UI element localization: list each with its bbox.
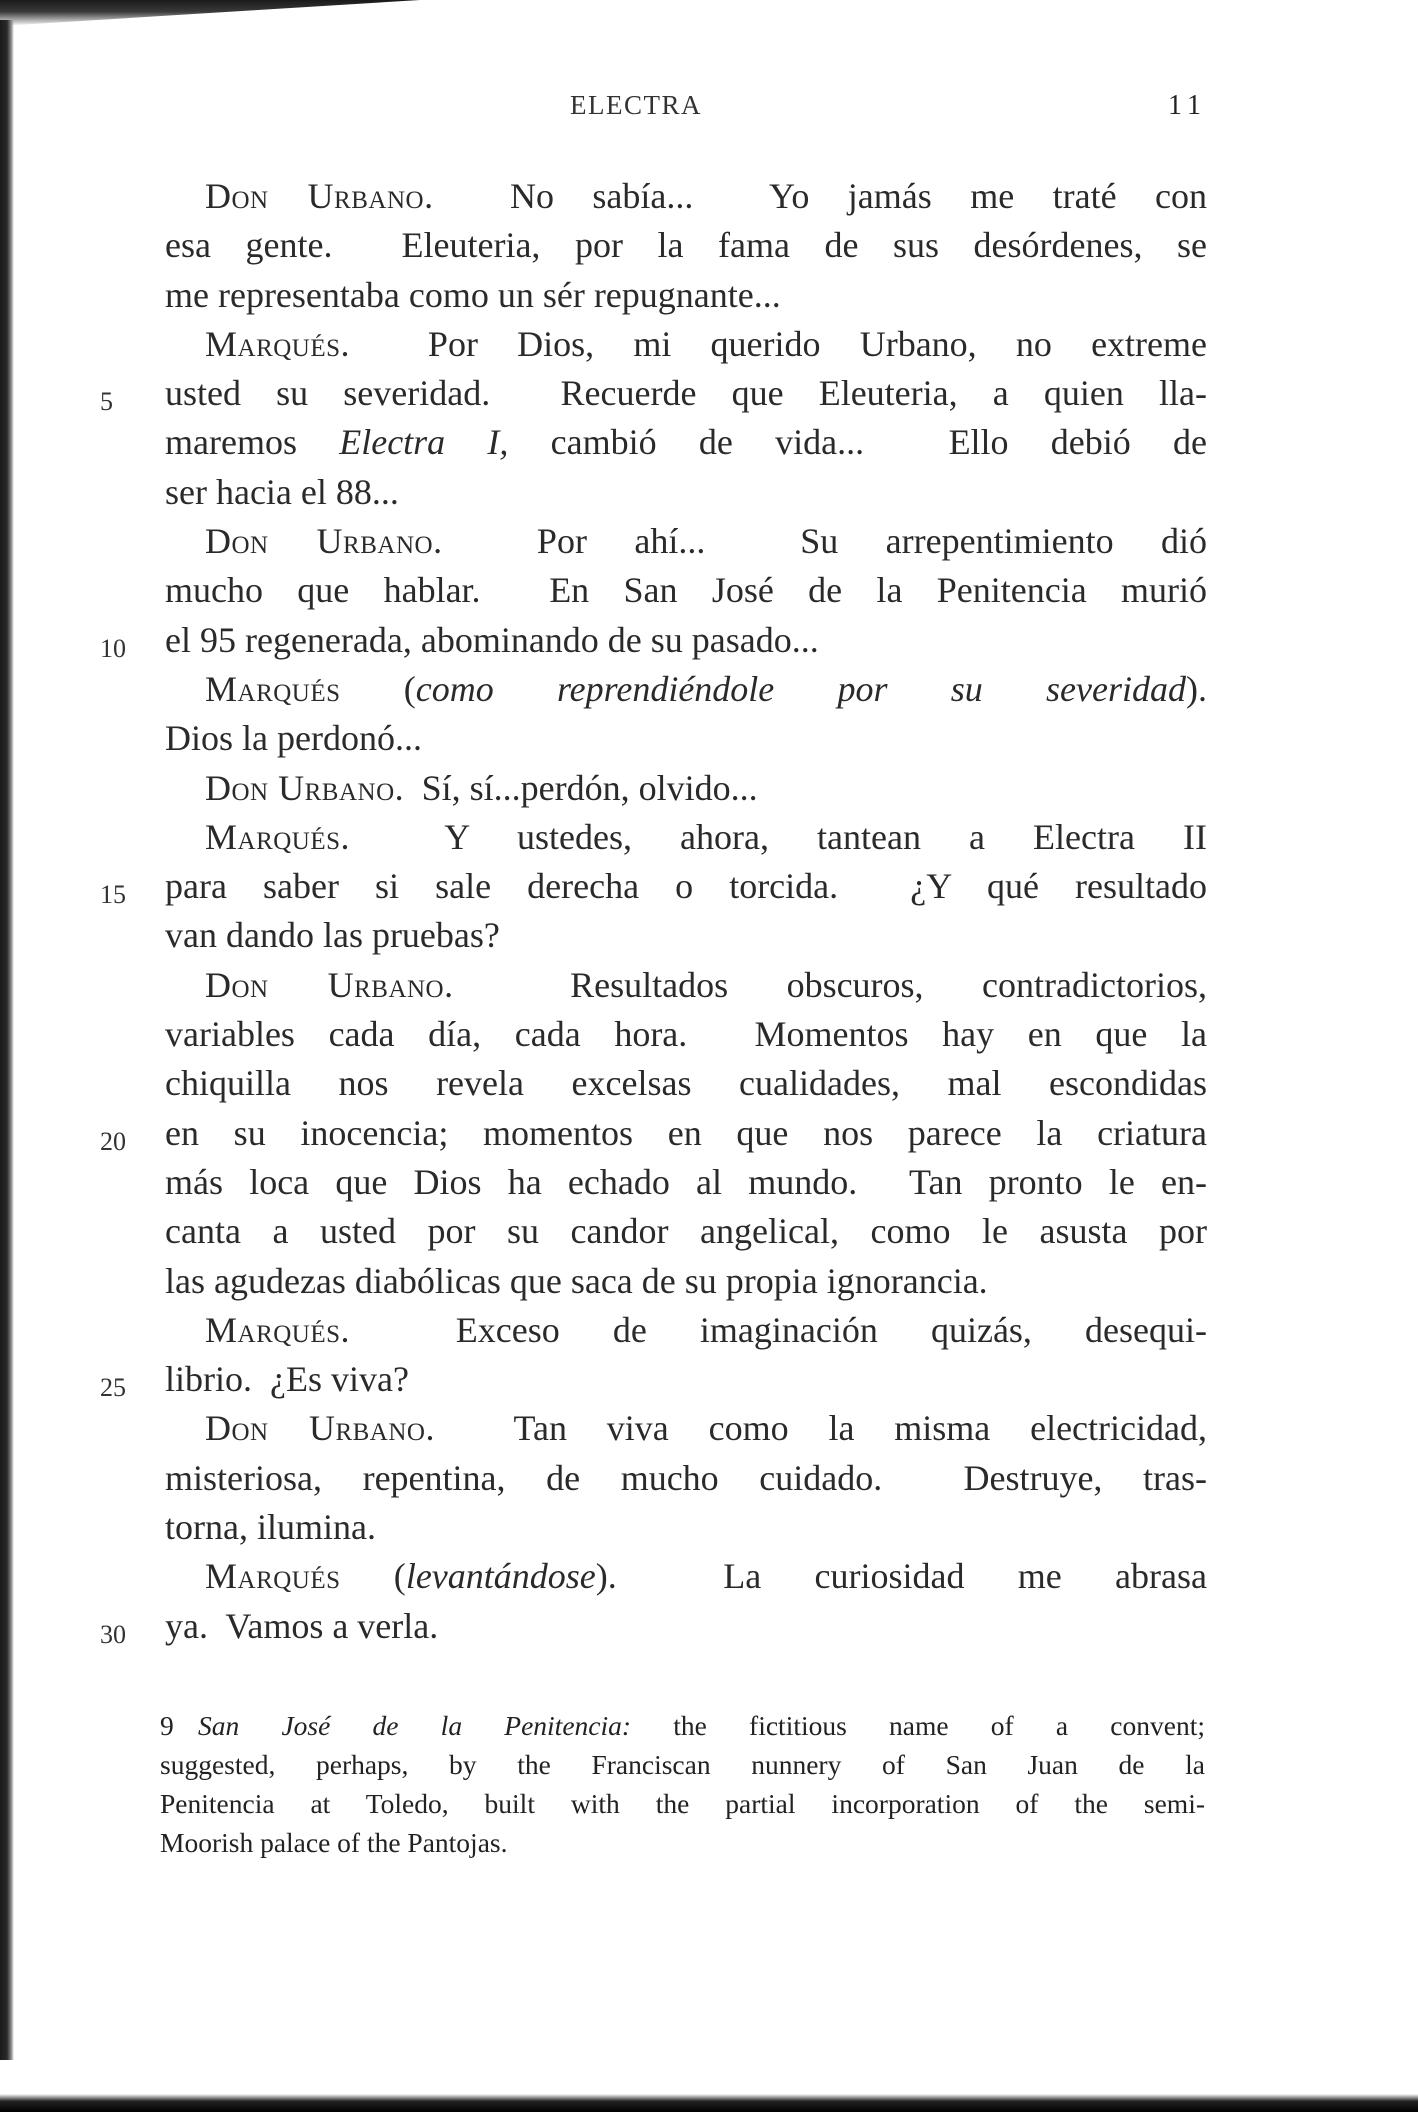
line-text: ya. Vamos a verla.: [165, 1605, 439, 1646]
line-text: para saber si sale derecha o torcida. ¿Y qué resultado: [165, 866, 1207, 907]
line-text: (: [340, 668, 416, 709]
line-number: 10: [100, 633, 126, 663]
speaker-name: Marqués: [205, 1309, 341, 1350]
stage-direction: Electra I,: [339, 422, 509, 463]
text-line: [100, 616, 1207, 665]
footnote-line: Penitencia at Toledo, built with the partial incorporation of the semi-: [160, 1788, 1205, 1819]
speaker-name: Don Urbano: [205, 964, 445, 1005]
text-line: [165, 566, 1207, 615]
dialogue-text: [100, 172, 1208, 1651]
text-line: [100, 1355, 1207, 1404]
speaker-name: Don Urbano: [205, 767, 395, 808]
text-line: [165, 911, 1207, 960]
speaker-name: Don Urbano: [205, 521, 434, 562]
running-title: ELECTRA: [570, 90, 702, 120]
footnote-number: 9: [160, 1710, 174, 1741]
footnote-line: suggested, perhaps, by the Franciscan nunnery of San Juan de la: [160, 1749, 1205, 1780]
line-text: librio. ¿Es viva?: [165, 1359, 409, 1400]
line-text: . Exceso de imaginación quizás, desequi-: [340, 1309, 1207, 1350]
line-text: . Por ahí... Su arrepentimiento dió: [433, 521, 1207, 562]
line-text: en su inocencia; momentos en que nos parece la criatura: [165, 1112, 1207, 1153]
text-line: [165, 961, 1207, 1010]
text-line: [165, 665, 1207, 714]
speaker-name: Marqués: [205, 668, 341, 709]
text-line: [100, 1109, 1207, 1158]
line-text: me representaba como un sér repugnante...: [165, 274, 781, 315]
line-number: 30: [100, 1619, 126, 1649]
line-text: el 95 regenerada, abominando de su pasado...: [165, 619, 819, 660]
line-text: chiquilla nos revela excelsas cualidades, mal escondidas: [165, 1063, 1207, 1104]
line-text: ).: [1186, 668, 1207, 709]
line-number: 5: [100, 387, 113, 417]
text-line: [165, 1158, 1207, 1207]
text-line: [100, 1602, 1207, 1651]
text-line: [165, 1552, 1207, 1601]
text-line: [165, 1010, 1207, 1059]
speaker-name: Marqués: [205, 323, 341, 364]
line-number: 20: [100, 1126, 126, 1156]
line-text: . Por Dios, mi querido Urbano, no extreme: [340, 323, 1207, 364]
line-number: 15: [100, 880, 126, 910]
line-text: ser hacia el 88...: [165, 471, 399, 512]
line-text: variables cada día, cada hora. Momentos hay en que la: [165, 1014, 1207, 1055]
footnote-reference: San José de la Penitencia:: [198, 1710, 632, 1741]
footnote-line: Moorish palace of the Pantojas.: [160, 1827, 508, 1858]
text-line: [165, 221, 1207, 270]
text-line: [165, 1306, 1207, 1355]
line-text: usted su severidad. Recuerde que Eleuteria, a quien lla-: [165, 373, 1207, 414]
line-text: . Sí, sí...perdón, olvido...: [394, 767, 758, 808]
line-text: maremos: [165, 422, 340, 463]
line-text: torna, ilumina.: [165, 1507, 376, 1548]
scan-edge-left: [0, 20, 14, 2060]
text-line: [165, 1503, 1207, 1552]
line-text: . Tan viva como la misma electricidad,: [425, 1408, 1207, 1449]
text-line: [165, 320, 1207, 369]
text-line: [100, 369, 1207, 418]
line-number: 25: [100, 1373, 126, 1403]
speaker-name: Marqués: [205, 816, 341, 857]
line-text: . Resultados obscuros, contradictorios,: [444, 964, 1207, 1005]
text-line: [165, 418, 1207, 467]
line-text: . No sabía... Yo jamás me traté con: [424, 176, 1208, 216]
stage-direction: levantándose: [405, 1556, 596, 1597]
stage-direction: como reprendiéndole por su severidad: [415, 668, 1186, 709]
line-text: mucho que hablar. En San José de la Penitencia murió: [165, 570, 1207, 611]
line-text: canta a usted por su candor angelical, como le asusta por: [165, 1211, 1207, 1252]
text-line: [165, 714, 1207, 763]
line-text: . Y ustedes, ahora, tantean a Electra II: [340, 816, 1207, 857]
line-text: las agudezas diabólicas que saca de su propia ignorancia.: [165, 1260, 988, 1301]
text-line: [165, 517, 1207, 566]
running-head: [0, 90, 1418, 130]
text-line: [165, 468, 1207, 517]
line-text: (: [340, 1556, 406, 1597]
line-text: ). La curiosidad me abrasa: [595, 1556, 1207, 1597]
text-line: [165, 1257, 1207, 1306]
line-text: Dios la perdonó...: [165, 718, 422, 759]
scan-edge-bottom: [0, 2094, 1418, 2112]
footnote: [160, 1706, 1205, 1862]
page-number: 11: [1168, 90, 1207, 121]
text-line: [100, 862, 1207, 911]
speaker-name: Don Urbano: [205, 1408, 426, 1449]
text-line: [165, 1404, 1207, 1453]
text-line: [165, 1207, 1207, 1256]
line-text: esa gente. Eleuteria, por la fama de sus desórdenes, se: [165, 225, 1207, 266]
speaker-name: Marqués: [205, 1556, 341, 1597]
line-text: misteriosa, repentina, de mucho cuidado. Destruye, tras-: [165, 1457, 1207, 1498]
line-text: van dando las pruebas?: [165, 915, 500, 956]
speaker-name: Don Urbano: [205, 176, 425, 216]
text-line: [165, 764, 1207, 813]
scan-edge-top: [0, 0, 420, 26]
text-line: [165, 1454, 1207, 1503]
text-line: [165, 813, 1207, 862]
footnote-line: 9 San José de la Penitencia: the fictitious name of a convent;: [160, 1706, 1205, 1745]
text-line: [165, 1059, 1207, 1108]
line-text: más loca que Dios ha echado al mundo. Tan pronto le en-: [165, 1161, 1207, 1202]
text-line: [165, 172, 1207, 221]
line-text: cambió de vida... Ello debió de: [508, 422, 1208, 463]
text-line: [165, 271, 1207, 320]
